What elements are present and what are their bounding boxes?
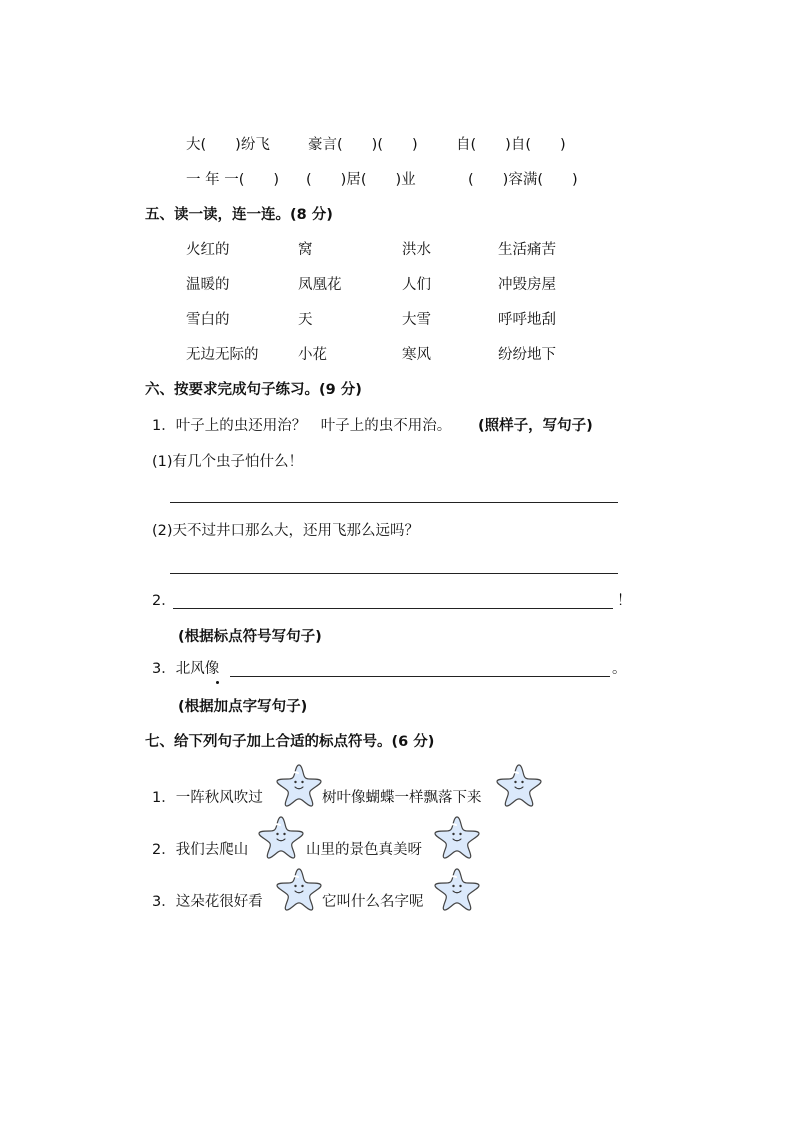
punct-sentence-3a: 3．这朵花很好看	[152, 894, 263, 910]
idiom-1: 大( )纷飞	[186, 137, 270, 153]
question-1b: (2)天不过井口那么大，还用飞那么远吗？	[152, 523, 420, 539]
answer-line-3[interactable]	[230, 676, 610, 677]
match-word: 天	[298, 312, 313, 328]
question-2-hint: (根据标点符号写句子)	[178, 629, 322, 645]
punct-sentence-1b: 树叶像蝴蝶一样飘落下来	[322, 790, 482, 806]
match-word: 凤凰花	[298, 277, 342, 293]
worksheet-page	[120, 100, 680, 918]
section-5-heading: 五、读一读，连一连。(8 分)	[145, 207, 333, 223]
match-word: 冲毁房屋	[498, 277, 556, 293]
match-word: 生活痛苦	[498, 242, 556, 258]
idiom-4: 一 年 一( )	[186, 172, 280, 188]
match-word: 雪白的	[186, 312, 230, 328]
idiom-2: 豪言( )( )	[308, 137, 418, 153]
match-word: 温暖的	[186, 277, 230, 293]
section-6-heading: 六、按要求完成句子练习。(9 分)	[145, 382, 362, 398]
star-blank-icon[interactable]	[274, 762, 324, 808]
answer-line-1a[interactable]	[170, 502, 618, 503]
question-3-end-mark: 。	[612, 661, 627, 677]
idiom-6: ( )容满( )	[468, 172, 578, 188]
idiom-3: 自( )自( )	[456, 137, 566, 153]
question-1-hint: (照样子，写句子)	[478, 418, 593, 434]
star-blank-icon[interactable]	[494, 762, 544, 808]
match-word: 纷纷地下	[498, 347, 556, 363]
match-word: 人们	[402, 277, 431, 293]
punct-sentence-2a: 2．我们去爬山	[152, 842, 249, 858]
star-blank-icon[interactable]	[274, 866, 324, 912]
idiom-5: ( )居( )业	[306, 172, 416, 188]
punct-sentence-2b: 山里的景色真美呀	[306, 842, 422, 858]
answer-line-1b[interactable]	[170, 573, 618, 574]
question-1a: (1)有几个虫子怕什么！	[152, 454, 304, 470]
match-word: 火红的	[186, 242, 230, 258]
question-3-hint: (根据加点字写句子)	[178, 699, 308, 715]
star-blank-icon[interactable]	[432, 866, 482, 912]
match-word: 洪水	[402, 242, 431, 258]
punct-sentence-3b: 它叫什么名字呢	[322, 894, 424, 910]
match-word: 大雪	[402, 312, 431, 328]
question-1: 1．叶子上的虫还用治？ 叶子上的虫不用治。	[152, 418, 452, 434]
section-7-heading: 七、给下列句子加上合适的标点符号。(6 分)	[145, 734, 435, 750]
star-blank-icon[interactable]	[432, 814, 482, 860]
punct-sentence-1a: 1．一阵秋风吹过	[152, 790, 263, 806]
match-word: 无边无际的	[186, 347, 259, 363]
question-2-end-mark: ！	[617, 593, 632, 609]
question-2-number: 2．	[152, 593, 176, 609]
question-3-prompt: 3．北风像	[152, 661, 220, 677]
match-word: 寒风	[402, 347, 431, 363]
star-blank-icon[interactable]	[256, 814, 306, 860]
match-word: 呼呼地刮	[498, 312, 556, 328]
answer-line-2[interactable]	[173, 608, 613, 609]
match-word: 窝	[298, 242, 313, 258]
match-word: 小花	[298, 347, 327, 363]
emphasis-dot	[216, 681, 219, 684]
